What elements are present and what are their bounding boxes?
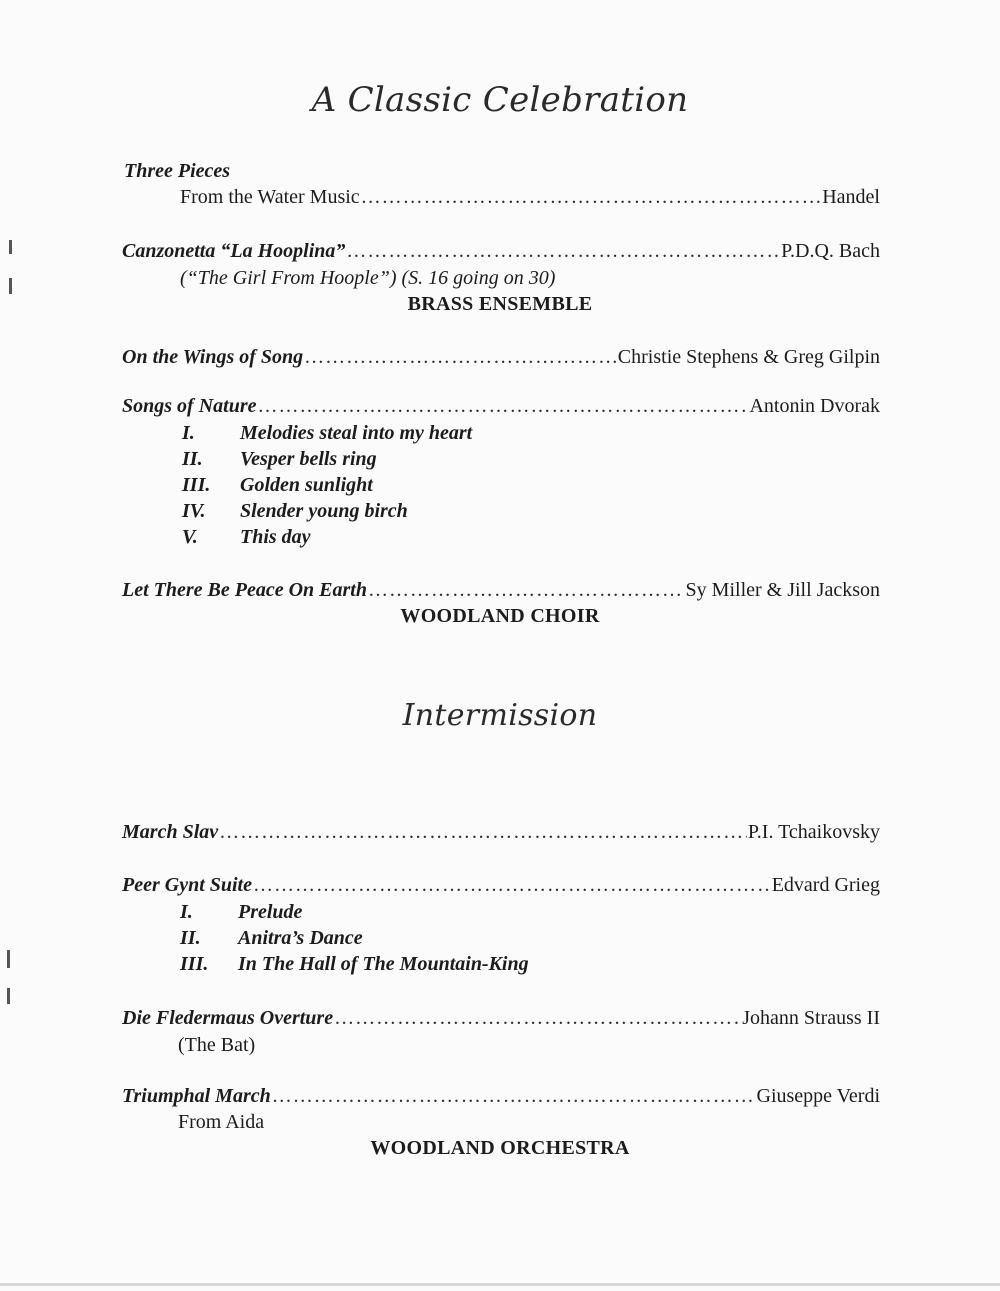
program-line xyxy=(122,346,880,372)
piece-title: On the Wings of Song xyxy=(122,346,304,368)
piece-title: Canzonetta “La Hooplina” xyxy=(122,240,346,262)
sub-piece: From the Water Music xyxy=(180,186,360,208)
dot-leader xyxy=(361,186,822,209)
piece-title: Three Pieces xyxy=(124,160,231,182)
program-title: A Classic Celebration xyxy=(311,80,689,120)
scan-edge-mark xyxy=(7,988,10,1004)
dot-leader xyxy=(272,1085,756,1108)
program-line xyxy=(122,579,880,605)
movement: IV. Slender young birch xyxy=(182,500,408,522)
composer: Sy Miller & Jill Jackson xyxy=(685,579,880,601)
dot-leader xyxy=(334,1007,741,1030)
scan-edge-mark xyxy=(9,240,12,254)
ensemble-name: WOODLAND ORCHESTRA xyxy=(370,1137,630,1159)
composer: Edvard Grieg xyxy=(771,874,880,896)
ensemble-name: WOODLAND CHOIR xyxy=(400,605,600,627)
movement: V. This day xyxy=(182,526,311,548)
composer: Giuseppe Verdi xyxy=(756,1085,880,1107)
composer: P.D.Q. Bach xyxy=(781,240,880,262)
intermission-heading: Intermission xyxy=(402,698,598,733)
composer: Christie Stephens & Greg Gilpin xyxy=(617,346,880,368)
movement: II. Vesper bells ring xyxy=(182,448,377,470)
scan-edge-mark xyxy=(7,950,10,968)
dot-leader xyxy=(346,240,780,263)
composer: P.I. Tchaikovsky xyxy=(747,821,880,843)
piece-note: (The Bat) xyxy=(178,1034,256,1056)
piece-title: March Slav xyxy=(122,821,219,843)
ensemble-name: BRASS ENSEMBLE xyxy=(407,293,593,315)
page-bottom-edge xyxy=(0,1283,1000,1286)
piece-title: Peer Gynt Suite xyxy=(122,874,252,896)
piece-title: Let There Be Peace On Earth xyxy=(122,579,367,601)
program-line xyxy=(122,1007,880,1033)
scan-edge-mark xyxy=(9,278,12,294)
program-line xyxy=(122,874,880,900)
piece-title: Die Fledermaus Overture xyxy=(122,1007,334,1029)
dot-leader xyxy=(304,346,617,369)
movement: I. Melodies steal into my heart xyxy=(182,422,473,444)
dot-leader xyxy=(253,874,771,897)
composer: Johann Strauss II xyxy=(742,1007,880,1029)
piece-note: From Aida xyxy=(178,1111,265,1133)
dot-leader xyxy=(368,579,685,602)
piece-title: Triumphal March xyxy=(122,1085,271,1107)
program-line xyxy=(122,240,880,266)
movement: II. Anitra’s Dance xyxy=(180,927,363,949)
piece-subtitle: (“The Girl From Hoople”) (S. 16 going on 30) xyxy=(180,267,556,289)
movement: III. In The Hall of The Mountain-King xyxy=(180,953,529,975)
movement: III. Golden sunlight xyxy=(182,474,373,496)
program-line xyxy=(122,395,880,421)
composer: Handel xyxy=(822,186,880,208)
dot-leader xyxy=(257,395,748,418)
program-line xyxy=(180,186,880,212)
program-line xyxy=(122,1085,880,1111)
composer: Antonin Dvorak xyxy=(749,395,880,417)
movement: I. Prelude xyxy=(180,901,303,923)
program-line xyxy=(122,821,880,847)
piece-title: Songs of Nature xyxy=(122,395,257,417)
dot-leader xyxy=(219,821,747,844)
